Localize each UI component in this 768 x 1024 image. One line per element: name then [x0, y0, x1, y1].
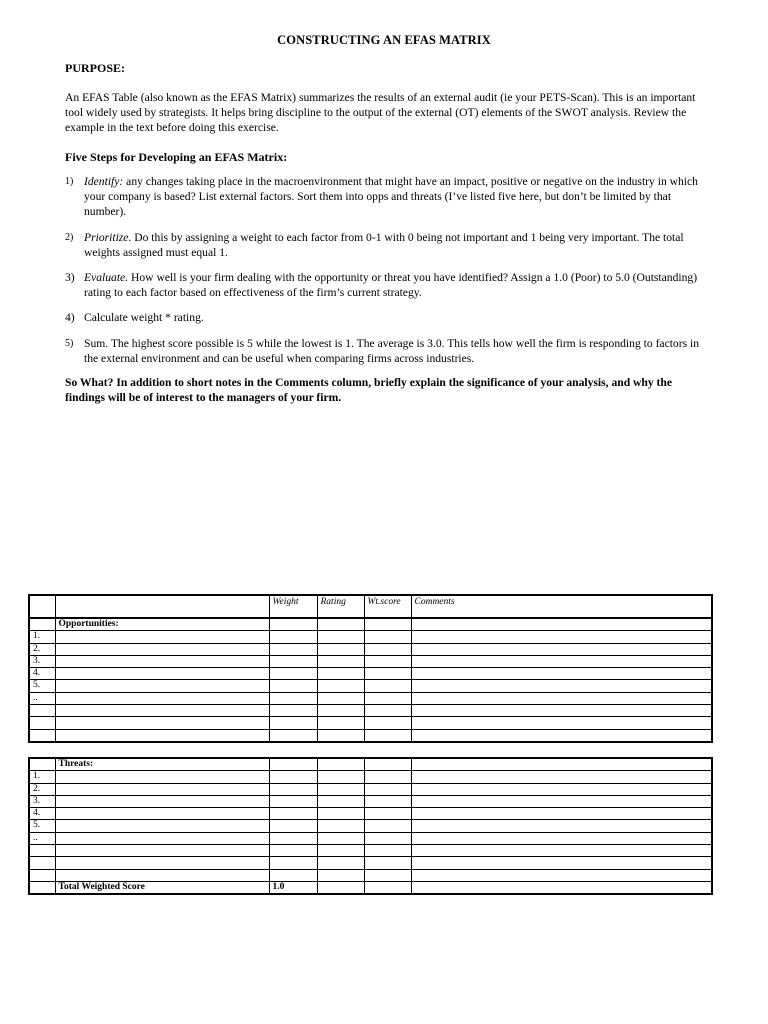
comments-header: Comments [411, 595, 712, 618]
step-text: Sum. The highest score possible is 5 while the lowest is 1. The average is 3.0. This tells how well the firm is responding to factors in the external environment and can be useful when comparing firms across industries. [84, 337, 700, 365]
table-row [29, 692, 712, 704]
purpose-heading: PURPOSE: [65, 61, 125, 75]
step-lead: Identify: [84, 175, 124, 188]
steps-heading: Five Steps for Developing an EFAS Matrix: [65, 150, 288, 164]
row-label: 3. [29, 795, 55, 807]
rating-header: Rating [317, 595, 364, 618]
table-row [29, 631, 712, 643]
step-number: 1) [65, 176, 74, 187]
step-number: 2) [65, 232, 74, 243]
row-label: 2. [29, 783, 55, 795]
row-label: 4. [29, 668, 55, 680]
total-weighted-score-label: Total Weighted Score [55, 881, 269, 894]
table-row [29, 668, 712, 680]
row-label: 3. [29, 655, 55, 667]
step-number: 4) [65, 311, 75, 324]
row-label: 5. [29, 820, 55, 832]
table-row [29, 857, 712, 869]
row-label: 5. [29, 680, 55, 692]
row-label: .. [29, 692, 55, 704]
table-row [29, 705, 712, 717]
step-text: Do this by assigning a weight to each factor from 0-1 with 0 being not important and 1 being very important. The total weights assigned must equal 1. [84, 231, 684, 259]
row-label: 2. [29, 643, 55, 655]
page-title: CONSTRUCTING AN EFAS MATRIX [277, 33, 491, 47]
row-label: .. [29, 832, 55, 844]
step-number: 5) [65, 338, 74, 349]
table-row [29, 680, 712, 692]
row-label: 1. [29, 771, 55, 783]
so-what-instruction: So What? In addition to short notes in the Comments column, briefly explain the significance of your analysis, and why the findings will be of interest to the managers of your firm. [65, 376, 673, 404]
wt-score-header: Wt.score [364, 595, 411, 618]
opportunities-label: Opportunities: [55, 618, 269, 631]
purpose-paragraph: An EFAS Table (also known as the EFAS Matrix) summarizes the results of an external audit (ie your PETS-Scan). This is an important tool widely used by strategists. It helps bring discipline to the output of the external (OT) elements of the SWOT analysis. Review the example in the text before doing this exercise. [65, 91, 696, 134]
table-row [29, 618, 712, 631]
step-text: any changes taking place in the macroenvironment that might have an impact, positive or negative on the industry in which your company is based? List external factors. Sort them into opps and threats (I’ve listed five here, but don’t be limited by that number). [84, 175, 698, 218]
table-row [29, 783, 712, 795]
table-row [29, 655, 712, 667]
table-row [29, 832, 712, 844]
table-row [29, 643, 712, 655]
row-label: 1. [29, 631, 55, 643]
table-row [29, 795, 712, 807]
threats-label: Threats: [55, 758, 269, 771]
row-label: 4. [29, 808, 55, 820]
step-text: Calculate weight * rating. [84, 311, 204, 324]
table-row [29, 717, 712, 729]
step-text: How well is your firm dealing with the opportunity or threat you have identified? Assign a 1.0 (Poor) to 5.0 (Outstanding) rating to each factor based on effectiveness of the firm’s current strategy. [84, 271, 698, 299]
table-row [29, 758, 712, 771]
weight-header: Weight [269, 595, 317, 618]
step-lead: Prioritize. [84, 231, 132, 244]
table-row [29, 729, 712, 742]
table-row [29, 771, 712, 783]
table-row [29, 808, 712, 820]
table-row [29, 820, 712, 832]
threats-table [28, 757, 713, 895]
table-row [29, 845, 712, 857]
total-row [29, 881, 712, 894]
opportunities-table [28, 594, 713, 743]
total-weight-value: 1.0 [269, 881, 317, 894]
step-lead: Evaluate. [84, 271, 129, 284]
table-header-row [29, 595, 712, 618]
table-row [29, 869, 712, 881]
step-number: 3) [65, 271, 75, 284]
